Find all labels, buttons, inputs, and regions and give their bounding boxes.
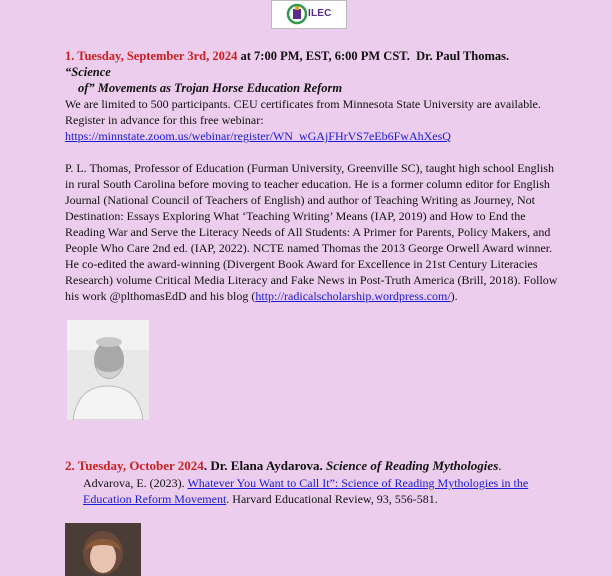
event2-citation — [83, 475, 553, 507]
event1-registration-link[interactable]: https://minnstate.zoom.us/webinar/register/WN_wGAjFHrVS7eEb6FwAhXesQ — [65, 129, 451, 143]
event1-bio-end: ). — [450, 289, 458, 303]
event2-separator: . — [203, 458, 208, 473]
event2-heading — [65, 458, 560, 474]
logo-emblem-icon — [286, 3, 308, 25]
event1-number: 1. — [65, 49, 75, 63]
event1-title-part2: of” Movements as Trojan Horse Education Reform — [78, 81, 343, 95]
event2-date: Tuesday, October 2024 — [77, 458, 204, 473]
organization-logo — [271, 0, 347, 29]
event2-citation-link[interactable]: Whatever You Want to Call It”: Science of Reading Mythologies in the Education Reform Movement — [83, 476, 529, 506]
event2-title: Science of Reading Mythologies — [326, 458, 499, 473]
event1-heading — [65, 48, 560, 96]
speaker1-photo — [67, 320, 149, 420]
event2-title-end: . — [498, 458, 502, 473]
event1-registration — [65, 96, 560, 144]
event2-citation-post: . Harvard Educational Review, 93, 556-581. — [226, 492, 438, 506]
event1-date: Tuesday, September 3rd, 2024 — [77, 49, 238, 63]
event1-bio — [65, 160, 560, 304]
event2-number: 2. — [65, 458, 75, 473]
speaker1-portrait-icon — [67, 320, 149, 420]
event1-bio-text: P. L. Thomas, Professor of Education (Furman University, Greenville SC), taught high school English in rural South Carolina before moving to teacher education. He is a former column editor for English Journal (National Council of Teachers of English) and author of Teaching Writing as Journey, Not Destination: Essays Exploring What ‘Teaching Writing’ Means (IAP, 2019) and How to End the Reading War and Serve the Literacy Needs of All Students: A Primer for Parents, Policy Makers, and People Who Care 2nd ed. (IAP, 2022). NCTE named Thomas the 2013 George Orwell Award winner. He co-edited the award-winning (Divergent Book Award for Excellence in 21st Century Literacies Research) volume Critical Media Literacy and Fake News in Post-Truth America (Brill, 2018). Follow his work @plthomasEdD and his blog ( — [65, 161, 558, 303]
event1-time: at 7:00 PM, EST, 6:00 PM CST. — [240, 49, 410, 63]
event2-speaker: Dr. Elana Aydarova. — [210, 458, 323, 473]
logo-text: ILEC — [308, 8, 332, 19]
speaker2-portrait-icon — [65, 523, 141, 576]
speaker2-photo — [65, 523, 141, 576]
event1-blog-link[interactable]: http://radicalscholarship.wordpress.com/ — [255, 289, 451, 303]
event1-registration-text: We are limited to 500 participants. CEU certificates from Minnesota State University are available. Register in advance for this free webinar: — [65, 97, 541, 127]
event1-speaker: Dr. Paul Thomas. — [416, 49, 510, 63]
event1-title-part1: “Science — [65, 65, 111, 79]
event2-citation-pre: Advarova, E. (2023). — [83, 476, 185, 490]
